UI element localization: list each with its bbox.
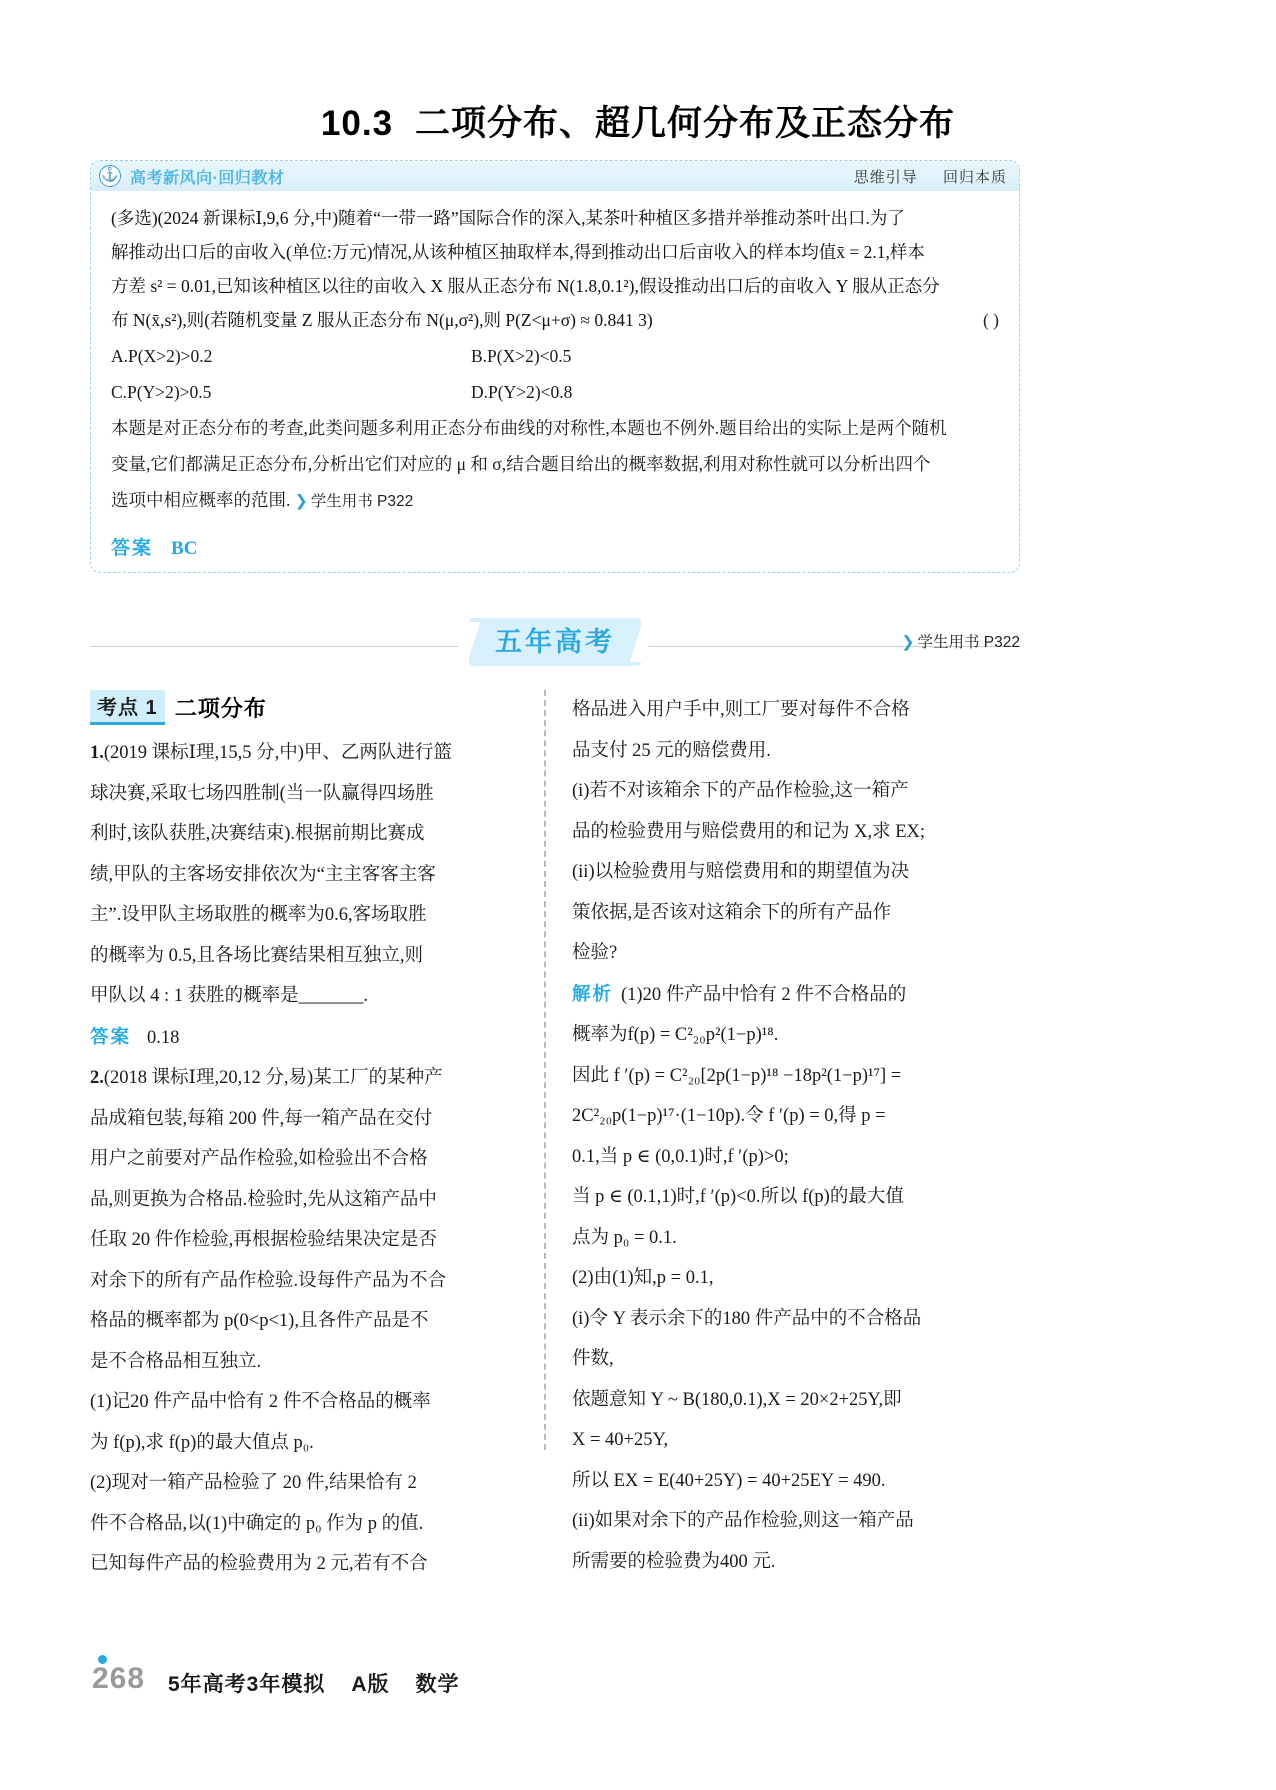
problem-line: 用户之前要对产品作检验,如检验出不合格 <box>90 1149 428 1169</box>
footer-text <box>168 1668 460 1698</box>
problem-line <box>90 733 524 774</box>
problem-line: 格品进入用户手中,则工厂要对每件不合格 <box>572 700 910 720</box>
answer-bracket: ( ) <box>982 310 999 330</box>
right-column <box>550 690 1000 1572</box>
option-c: C.P(Y>2)>0.5 <box>111 382 212 402</box>
problem-line: 品的检验费用与赔偿费用的和记为 X,求 EX; <box>572 821 926 842</box>
problem-line <box>90 1058 524 1099</box>
problem-line: 主”.设甲队主场取胜的概率为0.6,客场取胜 <box>90 905 427 925</box>
arrow-right-icon: ❯ <box>901 634 915 651</box>
problem-1-answer <box>90 1017 524 1059</box>
student-book-reference <box>295 493 414 510</box>
problem-line: 对余下的所有产品作检验.设每件产品为不合 <box>90 1270 447 1291</box>
problem-index: 2. <box>90 1068 104 1088</box>
page-number: 268 <box>92 1662 146 1695</box>
answer-value: BC <box>171 538 198 559</box>
solution-text: (1)20 件产品中恰有 2 件不合格品的 <box>621 984 907 1005</box>
solution-label: 解析 <box>572 982 614 1004</box>
solution-line: (2)由(1)知,p = 0.1, <box>572 1268 714 1288</box>
highlight-box <box>90 160 1020 573</box>
problem-line: 检验? <box>572 943 618 963</box>
solution-line: X = 40+25Y, <box>572 1430 669 1450</box>
analysis-line-with-ref <box>111 483 999 519</box>
page-title <box>0 96 1276 146</box>
problem-line: (1)记20 件产品中恰有 2 件不合格品的概率 <box>90 1392 431 1412</box>
option-b: B.P(X>2)<0.5 <box>471 346 572 366</box>
question-line: 布 N(x̄,s²),则(若随机变量 Z 服从正态分布 N(μ,σ²),则 P(Z<μ+σ) ≈ 0.841 3) <box>111 310 653 330</box>
left-column <box>90 690 540 1574</box>
arrow-right-icon: ❯ <box>294 493 308 510</box>
analysis-line: 变量,它们都满足正态分布,分析出它们对应的 μ 和 σ,结合题目给出的概率数据,利用对称性就可以分析出四个 <box>111 454 931 474</box>
tag-back-to-essence: 回归本质 <box>942 168 1007 186</box>
solution-line: (ii)如果对余下的产品作检验,则这一箱产品 <box>572 1511 914 1531</box>
chapter-number: 10.3 <box>320 104 394 143</box>
solution-line: 点为 p₀ = 0.1. <box>572 1227 677 1248</box>
solution-line: 所需要的检验费为400 元. <box>572 1551 776 1572</box>
problem-2 <box>90 1058 524 1585</box>
problem-text: (2019 课标Ⅰ理,15,5 分,中)甲、乙两队进行篮 <box>103 743 452 763</box>
solution-line: 所以 EX = E(40+25Y) = 40+25EY = 490. <box>572 1470 886 1491</box>
question-line: 解推动出口后的亩收入(单位:万元)情况,从该种植区抽取样本,得到推动出口后亩收入的样本均值x̄ = 2.1,样本 <box>111 242 925 262</box>
option-a: A.P(X>2)>0.2 <box>111 346 213 366</box>
option-row <box>111 339 999 373</box>
kaodian-title: 二项分布 <box>174 696 267 721</box>
problem-line: 甲队以 4 : 1 获胜的概率是_______. <box>90 986 369 1006</box>
option-row <box>111 375 999 409</box>
section-banner <box>90 618 1020 674</box>
reference-text: 学生用书 P322 <box>917 634 1020 651</box>
problem-2-continued <box>572 690 1000 1582</box>
solution-line: 0.1,当 p ∈ (0,0.1)时,f ′(p)>0; <box>572 1146 789 1167</box>
solution-line: 因此 f ′(p) = C²₂₀[2p(1−p)¹⁸ −18p²(1−p)¹⁷] = <box>572 1065 902 1086</box>
highlight-box-body <box>91 191 1019 560</box>
problem-line: (ii)以检验费用与赔偿费用和的期望值为决 <box>572 862 910 882</box>
solution-line: 依题意知 Y ~ B(180,0.1),X = 20×2+25Y,即 <box>572 1389 902 1410</box>
problem-line: (i)若不对该箱余下的产品作检验,这一箱产 <box>572 781 909 801</box>
column-divider <box>544 690 546 1450</box>
reference-text: 学生用书 P322 <box>310 493 414 510</box>
problem-line: 品,则更换为合格品.检验时,先从这箱产品中 <box>90 1189 437 1210</box>
problem-line: 为 f(p),求 f(p)的最大值点 p₀. <box>90 1432 314 1453</box>
banner-reference <box>901 630 1020 652</box>
question-line-with-bracket <box>111 303 999 337</box>
anchor-icon: ⚓ <box>99 165 121 187</box>
highlight-box-right-tags <box>834 166 1007 187</box>
answer-value: 0.18 <box>147 1027 180 1048</box>
kaodian-heading <box>90 690 524 725</box>
analysis-line: 选项中相应概率的范围. <box>111 490 291 510</box>
analysis-line: 本题是对正态分布的考查,此类问题多利用正态分布曲线的对称性,本题也不例外.题目给出的实际上是两个随机 <box>111 418 947 438</box>
footer-version: A版 <box>351 1673 390 1696</box>
highlight-box-header <box>91 161 1019 191</box>
problem-line: 的概率为 0.5,且各场比赛结果相互独立,则 <box>90 945 424 966</box>
kaodian-chip: 考点 1 <box>90 690 165 725</box>
tag-thinking-guide: 思维引导 <box>853 168 918 186</box>
problem-line: 件不合格品,以(1)中确定的 p₀ 作为 p 的值. <box>90 1513 424 1534</box>
question-line: (多选)(2024 新课标Ⅰ,9,6 分,中)随着“一带一路”国际合作的深入,某茶叶种植区多措并举推动茶叶出口.为了 <box>111 208 905 228</box>
page-footer <box>0 1662 1276 1708</box>
banner-label: 五年高考 <box>469 618 641 666</box>
problem-line: 策依据,是否该对这箱余下的所有产品作 <box>572 902 892 923</box>
problem-line: 利时,该队获胜,决赛结束).根据前期比赛成 <box>90 824 425 844</box>
problem-line: (2)现对一箱产品检验了 20 件,结果恰有 2 <box>90 1473 417 1493</box>
problem-line: 格品的概率都为 p(0<p<1),且各件产品是不 <box>90 1311 429 1331</box>
problem-line: 绩,甲队的主客场安排依次为“主主客客主客 <box>90 864 436 885</box>
chapter-title-text: 二项分布、超几何分布及正态分布 <box>415 104 956 143</box>
solution-first-line <box>572 974 1000 1016</box>
problem-text: (2018 课标Ⅰ理,20,12 分,易)某工厂的某种产 <box>103 1068 443 1088</box>
answer-label: 答案 <box>111 538 154 559</box>
problem-line: 是不合格品相互独立. <box>90 1351 262 1372</box>
answer-label: 答案 <box>90 1025 132 1047</box>
solution-line: (i)令 Y 表示余下的180 件产品中的不合格品 <box>572 1308 922 1329</box>
problem-line: 已知每件产品的检验费用为 2 元,若有不合 <box>90 1554 428 1574</box>
option-d: D.P(Y>2)<0.8 <box>471 382 573 402</box>
problem-line: 球决赛,采取七场四胜制(当一队赢得四场胜 <box>90 783 434 804</box>
problem-1 <box>90 733 524 1058</box>
solution-line: 当 p ∈ (0.1,1)时,f ′(p)<0.所以 f(p)的最大值 <box>572 1187 904 1207</box>
problem-index: 1. <box>90 743 104 763</box>
highlight-box-tag: 高考新风向·回归教材 <box>130 169 285 187</box>
footer-series: 5年高考3年模拟 <box>168 1673 326 1696</box>
two-column-body <box>90 690 1020 1574</box>
answer-row <box>111 533 999 560</box>
problem-line: 任取 20 件作检验,再根据检验结果决定是否 <box>90 1230 437 1250</box>
solution-line: 2C²₂₀p(1−p)¹⁷·(1−10p).令 f ′(p) = 0,得 p = <box>572 1106 886 1126</box>
solution-line: 概率为f(p) = C²₂₀p²(1−p)¹⁸. <box>572 1025 779 1045</box>
footer-subject: 数学 <box>415 1673 460 1696</box>
question-line: 方差 s² = 0.01,已知该种植区以往的亩收入 X 服从正态分布 N(1.8,0.1²),假设推动出口后的亩收入 Y 服从正态分 <box>111 276 940 296</box>
problem-line: 品成箱包装,每箱 200 件,每一箱产品在交付 <box>90 1108 433 1129</box>
problem-line: 品支付 25 元的赔偿费用. <box>572 740 771 761</box>
solution-line: 件数, <box>572 1349 614 1369</box>
